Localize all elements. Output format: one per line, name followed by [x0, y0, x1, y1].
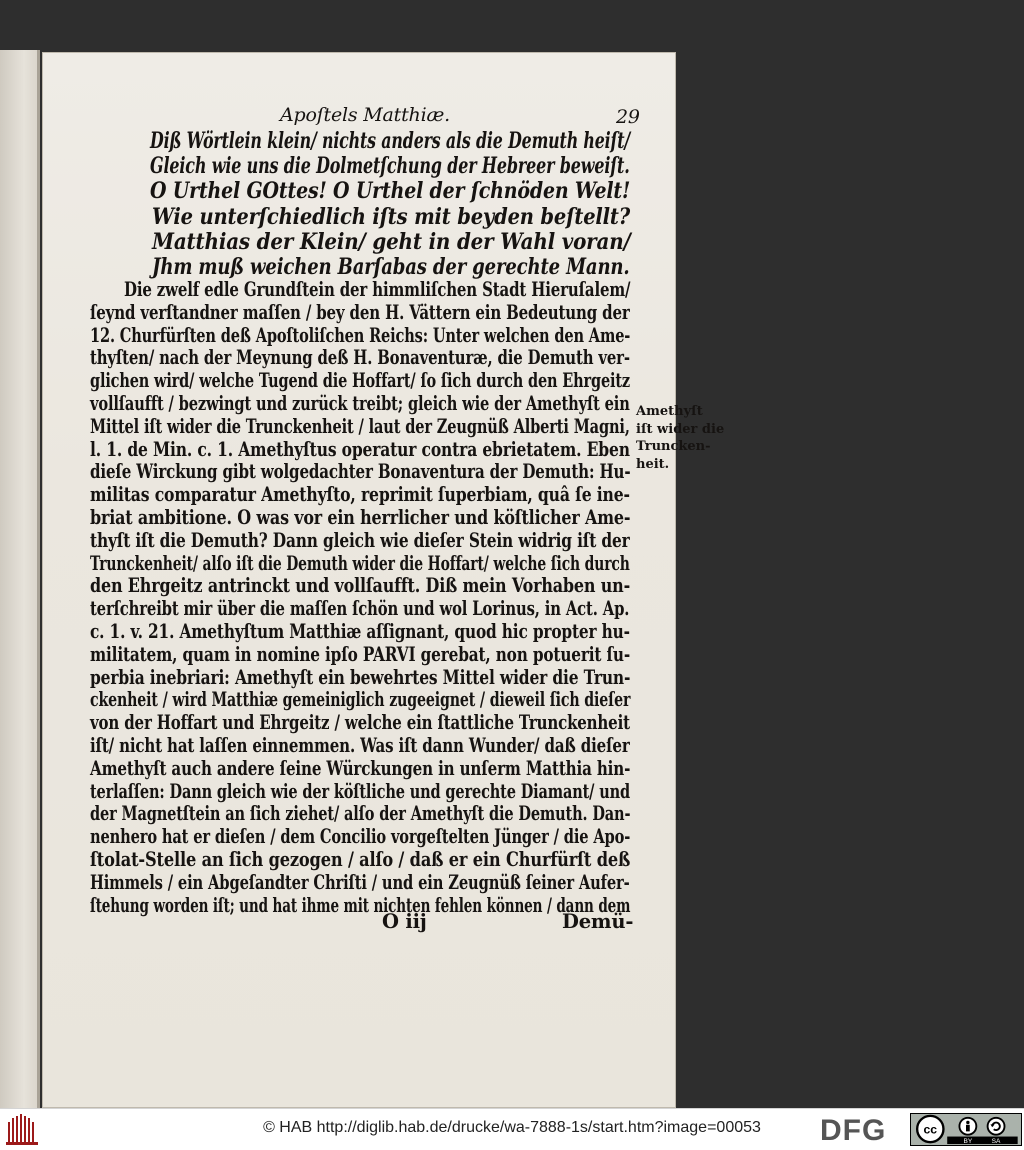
body-line: ckenheit / wird Matthiæ gemeiniglich zugeeignet / dieweil ſich dieſer [90, 688, 631, 712]
body-line: glichen wird/ welche Tugend die Hoffart/ ſo ſich durch den Ehrgeitz [90, 369, 630, 393]
body-line: 12. Churfürſten deß Apoſtoliſchen Reichs: Unter welchen den Ame- [90, 323, 631, 347]
body-line: c. 1. v. 21. Amethyſtum Matthiæ aſſignant, quod hic propter hu- [90, 620, 630, 643]
body-line: nenhero hat er dieſen / dem Concilio vorgeſtelten Jünger / die Apo- [90, 825, 631, 849]
license-sa-label: SA [991, 1138, 1001, 1146]
copyright-link[interactable]: © HAB http://diglib.hab.de/drucke/wa-7888-1s/start.htm?image=00053 [263, 1119, 761, 1136]
dfg-logo: DFG [820, 1114, 887, 1147]
license-by-label: BY [963, 1138, 973, 1146]
page-number: 29 [616, 106, 640, 128]
verse-line: Wie unterſchiedlich iſts mit beyden beſtellt? [152, 203, 630, 230]
body-line: Himmels / ein Abgeſandter Chriſti / und ein Zeugnüß ſeiner Aufer- [90, 870, 630, 894]
body-line: l. 1. de Min. c. 1. Amethyſtus operatur contra ebrietatem. Eben [90, 437, 630, 461]
body-line: vollſaufft / bezwingt und zurück treibt; gleich wie der Amethyſt ein [90, 392, 630, 415]
body-line: ſtehung worden iſt; und hat ihme mit nichten fehlen können / dann dem [90, 893, 631, 917]
verse-line: Jhm muß weichen Barſabas der gerechte Mann. [152, 254, 630, 280]
body-line: den Ehrgeitz antrinckt und vollſaufft. Diß mein Vorhaben un- [90, 574, 631, 598]
marginal-note-line: Truncken- [636, 439, 711, 454]
catchword: Demü- [562, 910, 634, 933]
body-line: militatem, quam in nomine ipſo PARVI gerebat, non potuerit ſu- [90, 642, 631, 666]
body-line: ſtolat-Stelle an ſich gezogen / alſo / daß er ein Churfürſt deß [90, 848, 631, 871]
body-line: terſchreibt mir über die maſſen ſchön und wol Lorinus, in Act. Ap. [90, 597, 630, 621]
scanned-page [42, 52, 725, 1108]
body-line: ſeynd verſtandner maſſen / bey den H. Vättern ein Bedeutung der [90, 300, 630, 324]
body-line: terlaſſen: Dann gleich wie der köſtliche und gerechte Diamant/ und [90, 779, 630, 803]
sa-icon [988, 1118, 1005, 1135]
body-line: Amethyſt auch andere ſeine Würckungen in unſerm Matthia hin- [90, 756, 631, 780]
body-line: militas comparatur Amethyſto, reprimit ſuperbiam, quâ ſe ine- [90, 483, 630, 507]
verse-line: Matthias der Klein/ geht in der Wahl voran/ [152, 228, 631, 255]
body-line: thyſt iſt die Demuth? Dann gleich wie dieſer Stein widrig iſt der [90, 528, 630, 552]
body-line: der Magnetſtein an ſich ziehet/ alſo der Amethyſt die Demuth. Dan- [90, 802, 631, 826]
cc-license-badge[interactable] [910, 1113, 1022, 1146]
verse-line: Diß Wörtlein klein/ nichts anders als die Demuth heiſt/ [150, 128, 631, 154]
verse-line: Gleich wie uns die Dolmetſchung der Hebreer beweiſt. [150, 153, 630, 180]
body-line: briat ambitione. O was vor ein herrlicher und köſtlicher Ame- [90, 506, 631, 529]
body-line: thyſten/ nach der Meynung deß H. Bonaventuræ, die Demuth ver- [90, 346, 630, 370]
footer-bar [0, 1108, 1024, 1150]
body-line: Trunckenheit/ alſo iſt die Demuth wider die Hoffart/ welche ſich durch [90, 551, 630, 575]
svg-text:cc: cc [923, 1122, 938, 1137]
body-line: iſt/ nicht hat laſſen einnemmen. Was iſt dann Wunder/ daß dieſer [90, 734, 630, 757]
running-header: Apoſtels Matthiæ. [280, 104, 450, 126]
body-line: dieſe Wirckung gibt wolgedachter Bonaventura der Demuth: Hu- [90, 460, 631, 484]
body-line: Die zwelf edle Grundſtein der himmliſchen Stadt Hieruſalem/ [124, 278, 631, 301]
verse-line: O Urthel GOttes! O Urthel der ſchnöden Welt! [150, 178, 631, 205]
body-line: von der Hoffart und Ehrgeitz / welche ein ſtattliche Trunckenheit [90, 711, 630, 735]
previous-page-edge [0, 50, 40, 1108]
marginal-note-line: heit. [636, 456, 670, 472]
body-line: Mittel iſt wider die Trunckenheit / laut der Zeugnüß Alberti Magni, [90, 414, 630, 438]
signature-mark: O iij [382, 910, 427, 933]
marginal-note-line: iſt wider die [636, 421, 725, 437]
body-line: perbia inebriari: Amethyſt ein bewehrtes Mittel wider die Trun- [90, 665, 631, 689]
marginal-note-line: Amethyſt [636, 404, 703, 419]
